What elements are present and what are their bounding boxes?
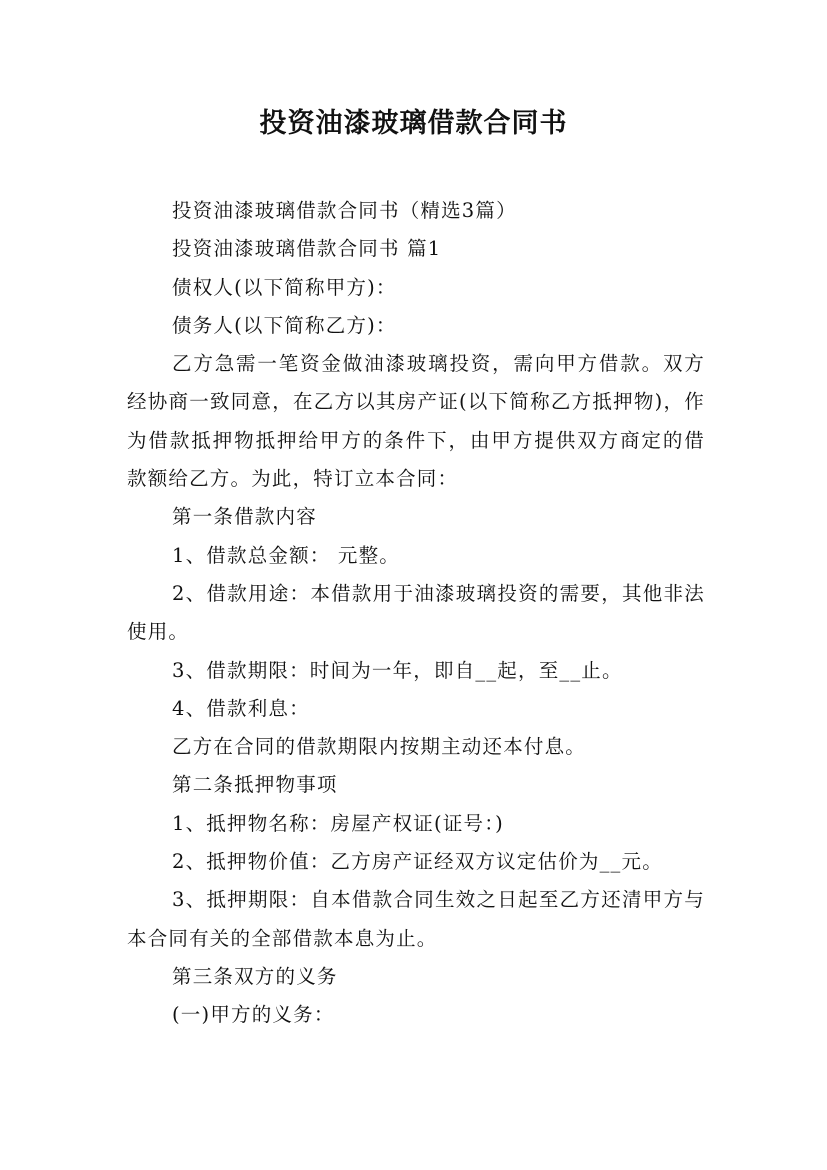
paragraph-clause-1-item-3: 3、借款期限：时间为一年，即自__起，至__止。 [172, 658, 623, 682]
paragraph-clause-3-heading: 第三条双方的义务 [172, 964, 338, 988]
paragraph-collection-title: 投资油漆玻璃借款合同书（精选3篇） [172, 199, 517, 222]
paragraph-clause-2-item-1: 1、抵押物名称：房屋产权证(证号：) [172, 811, 504, 835]
paragraph-clause-1-heading: 第一条借款内容 [172, 505, 317, 529]
paragraph-clause-1-item-2: 2、借款用途：本借款用于油漆玻璃投资的需要，其他非法使用。 [127, 581, 705, 644]
document-title: 投资油漆玻璃借款合同书 [259, 108, 568, 139]
paragraph-clause-2-item-2: 2、抵押物价值：乙方房产证经双方议定估价为__元。 [172, 850, 663, 874]
paragraph-article-heading: 投资油漆玻璃借款合同书 篇1 [172, 237, 442, 261]
document-body [127, 192, 705, 1035]
paragraph-clause-1-item-4: 4、借款利息： [172, 696, 310, 720]
paragraph-repayment: 乙方在合同的借款期限内按期主动还本付息。 [172, 735, 587, 759]
paragraph-clause-2-item-3: 3、抵押期限：自本借款合同生效之日起至乙方还清甲方与本合同有关的全部借款本息为止。 [127, 888, 705, 950]
paragraph-debtor: 债务人(以下简称乙方)： [172, 313, 397, 337]
paragraph-preamble: 乙方急需一笔资金做油漆玻璃投资，需向甲方借款。双方经协商一致同意，在乙方以其房产证(以下简称乙方抵押物)，作为借款抵押物抵押给甲方的条件下，由甲方提供双方商定的借款额给乙方。为此，特订立本合同： [127, 352, 705, 491]
paragraph-creditor: 债权人(以下简称甲方)： [172, 275, 397, 299]
paragraph-party-a-obligations: (一)甲方的义务： [172, 1003, 335, 1027]
paragraph-clause-1-item-1: 1、借款总金额： 元整。 [172, 543, 401, 567]
paragraph-clause-2-heading: 第二条抵押物事项 [172, 773, 338, 797]
